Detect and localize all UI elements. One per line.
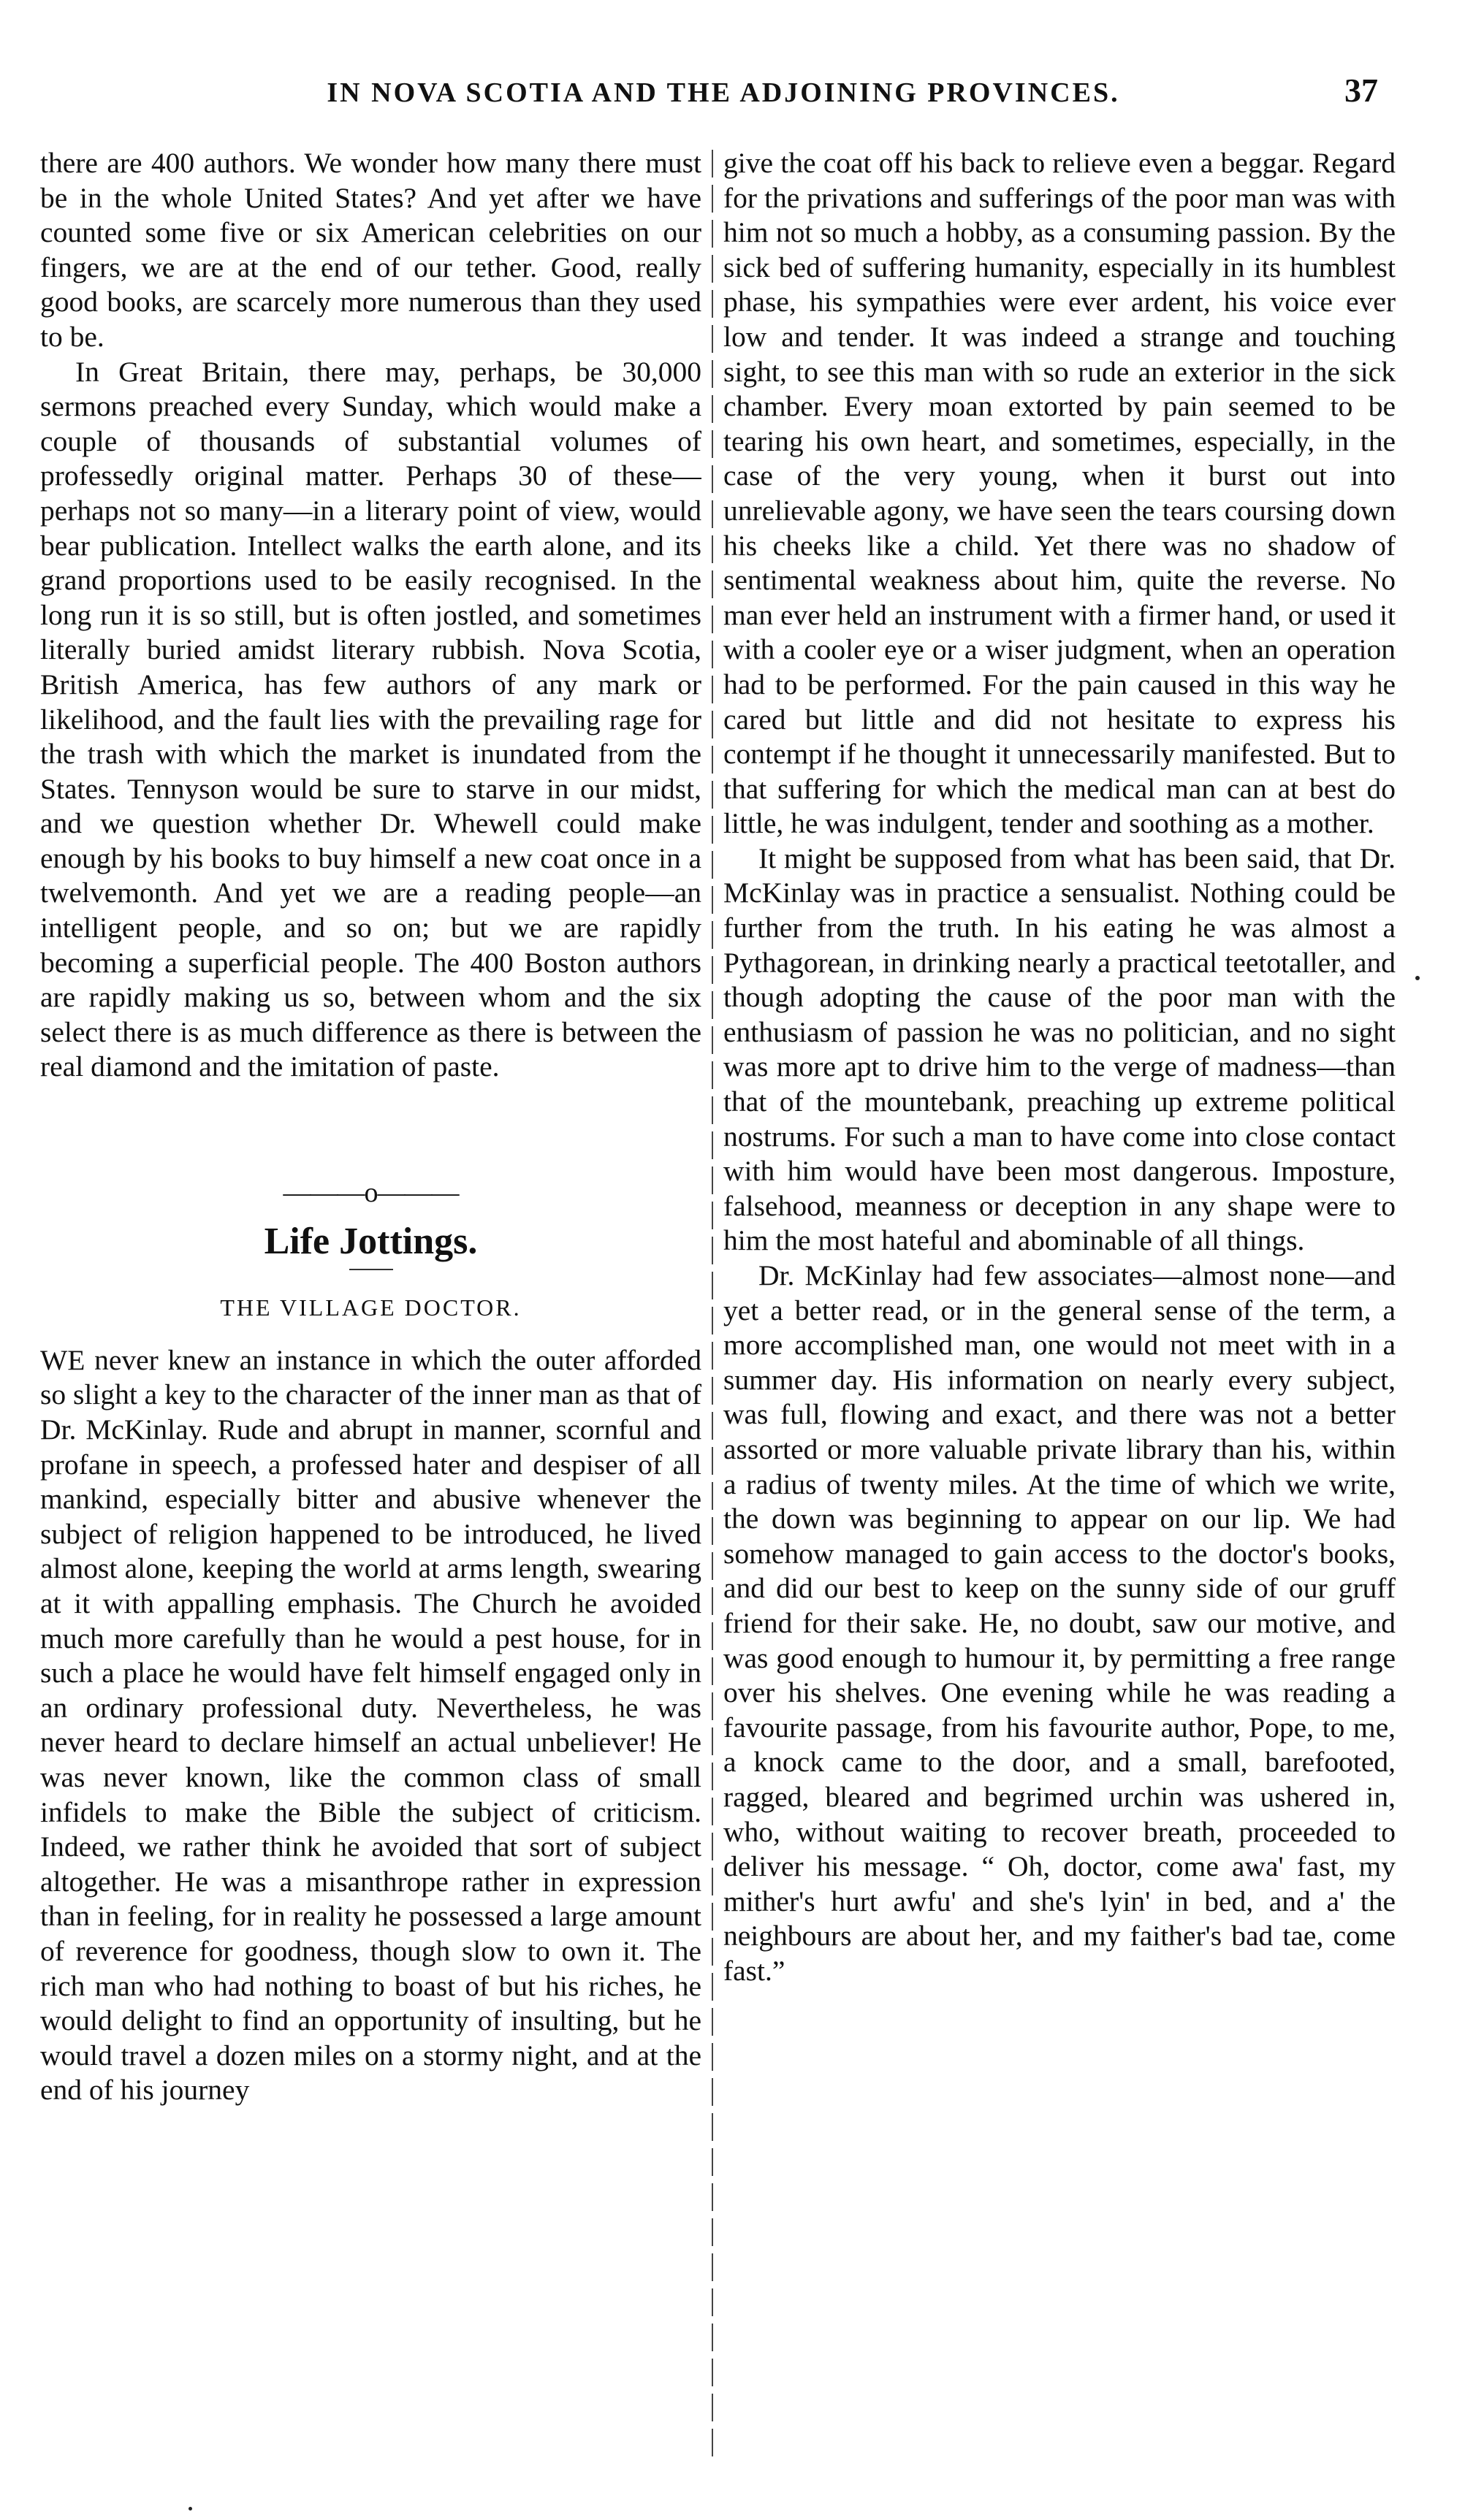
page-number: 37 <box>1344 72 1378 109</box>
ink-speck <box>189 2507 192 2511</box>
section-ornament: ———o——— <box>283 1177 459 1209</box>
paragraph: Dr. McKinlay had few associates—almost none—and yet a better read, or in the general sense of the term, a more accomplished man, one would not meet with in a summer day. His information on nearly every subject, was full, flowing and exact, and there was not a better assorted or more valuable private library than his, within a radius of twenty miles. At the time of which we write, the down was beginning to appear on our lip. We had somehow managed to gain access to the doctor's books, and did our best to keep on the sunny side of our gruff friend for their sake. He, no doubt, saw our motive, and was good enough to humour it, by permitting a free range over his shelves. One evening while he was reading a favourite passage, from his favourite author, Pope, to me, a knock came to the door, and a small, barefooted, ragged, bleared and begrimed urchin was ushered in, who, without waiting to recover breath, proceeded to deliver his message. “ Oh, doctor, come awa' fast, my mither's hurt awfu' and she's lyin' in bed, and a' the neighbours are about her, and my faither's bad tae, come fast.” <box>723 1259 1396 1987</box>
left-column <box>40 146 701 2469</box>
section-divider <box>349 1269 393 1270</box>
article-title: THE VILLAGE DOCTOR. <box>220 1294 522 1321</box>
section-title: Life Jottings. <box>264 1220 478 1262</box>
paragraph: there are 400 authors. We wonder how many there must be in the whole United States? And yet after we have counted some five or six American celebrities on our fingers, we are at the end of our tether. Good, really good books, are scarcely more numerous than they used to be. <box>40 147 701 353</box>
running-head <box>0 72 1465 121</box>
right-column <box>723 146 1396 2469</box>
paragraph: It might be supposed from what has been said, that Dr. McKinlay was in practice a sensualist. Nothing could be further from the truth. In his eating he was almost a Pythagorean, in drinking nearly a practical teetotaller, and though adopting the cause of the poor man with the enthusiasm of passion he was no politician, and no sight was more apt to drive him to the verge of madness—than that of the mountebank, preaching up extreme political nostrums. For such a man to have come into close contact with him would have been most dangerous. Imposture, falsehood, meanness or deception in any shape were to him the most hateful and abominable of all things. <box>723 841 1396 1257</box>
column-divider <box>712 150 713 2458</box>
paragraph: In Great Britain, there may, perhaps, be 30,000 sermons preached every Sunday, which would make a couple of thousands of substantial volumes of professedly original matter. Perhaps 30 of these—perhaps not so many—in a literary point of view, would bear publication. Intellect walks the earth alone, and its grand proportions used to be easily recognised. In the long run it is so still, but is often jostled, and sometimes literally buried amidst literary rubbish. Nova Scotia, British America, has few authors of any mark or likelihood, and the fault lies with the prevailing rage for the trash with which the market is inundated from the States. Tennyson would be sure to starve in our midst, and we question whether Dr. Whewell could make enough by his books to buy himself a new coat once in a twelvemonth. And yet we are a reading people—an intelligent people, and so on; but we are rapidly becoming a superficial people. The 400 Boston authors are rapidly making us so, between whom and the six select there is as much difference as there is between the real diamond and the imitation of paste. <box>40 355 701 1083</box>
ink-speck <box>1415 976 1420 980</box>
paragraph: give the coat off his back to relieve even a beggar. Regard for the privations and sufferings of the poor man was with him not so much a hobby, as a consuming passion. By the sick bed of suffering humanity, especially in its humblest phase, his sympathies were ever ardent, his voice ever low and tender. It was indeed a strange and touching sight, to see this man with so rude an exterior in the sick chamber. Every moan extorted by pain seemed to be tearing his own heart, and sometimes, especially, in the case of the very young, when it burst out into unrelievable agony, we have seen the tears coursing down his cheeks like a child. Yet there was no shadow of sentimental weakness about him, quite the reverse. No man ever held an instrument with a firmer hand, or used it with a cooler eye or a wiser judgment, when an operation had to be performed. For the pain caused in this way he cared but little and did not hesitate to express his contempt if he thought it unnecessarily manifested. But to that suffering for which the medical man can at best do little, he was indulgent, tender and soothing as a mother. <box>723 147 1396 840</box>
running-title: IN NOVA SCOTIA AND THE ADJOINING PROVINCES. <box>327 77 1120 108</box>
paragraph: WE never knew an instance in which the outer afforded so slight a key to the character of the inner man as that of Dr. McKinlay. Rude and abrupt in manner, scornful and profane in speech, a professed hater and despiser of all mankind, especially bitter and abusive whenever the subject of religion happened to be introduced, he lived almost alone, keeping the world at arms length, swearing at it with appalling emphasis. The Church he avoided much more carefully than he would a pest house, for in such a place he would have felt himself engaged only in an ordinary professional duty. Nevertheless, he was never heard to declare himself an actual unbeliever! He was never known, like the common class of small infidels to make the Bible the subject of criticism. Indeed, we rather think he avoided that sort of subject altogether. He was a misanthrope rather in expression than in feeling, for in reality he possessed a large amount of reverence for goodness, though slow to own it. The rich man who had nothing to boast of but his riches, he would delight to find an opportunity of insulting, but he would travel a dozen miles on a stormy night, and at the end of his journey <box>40 1343 701 2107</box>
